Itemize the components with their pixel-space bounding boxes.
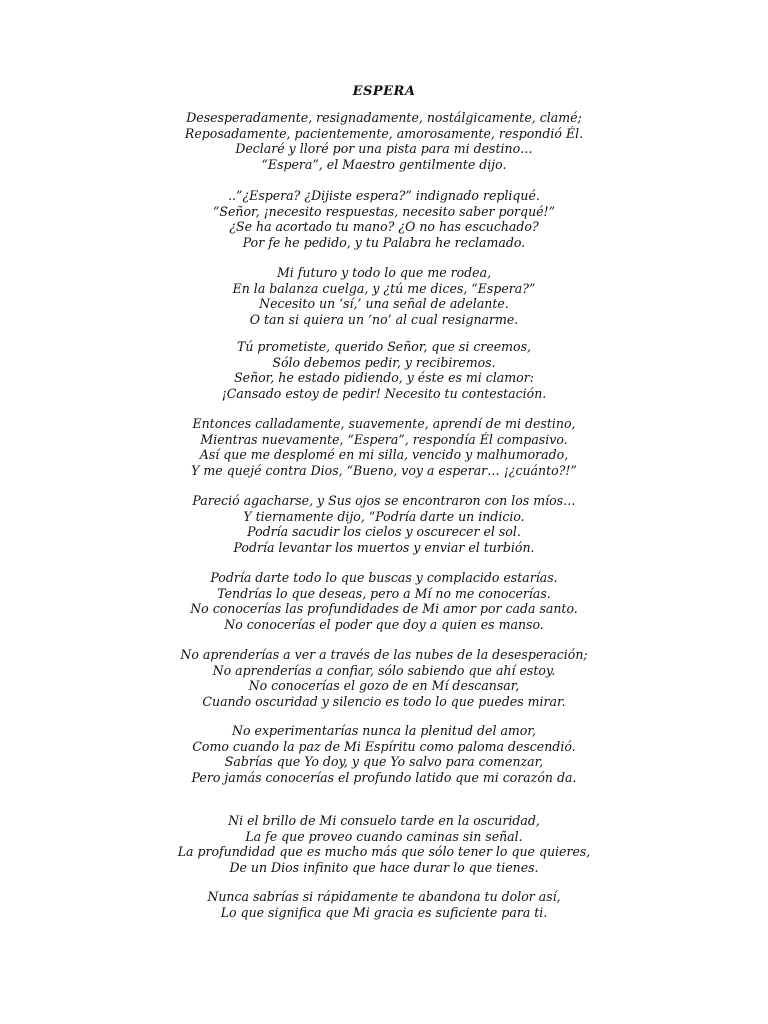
poem-line: Pareció agacharse, y Sus ojos se encontraron con los míos… [192,494,576,509]
poem-line: No aprenderías a confiar, sólo sabiendo que ahí estoy. [212,663,556,679]
stanza-7 [0,571,768,633]
poem-line: ¿Se ha acortado tu mano? ¿O no has escuchado? [229,220,539,236]
poem-line: Pero jamás conocerías el profundo latido que mi corazón da. [191,770,577,786]
poem-line: ¡Cansado estoy de pedir! Necesito tu contestación. [221,386,547,402]
poem-line: No conocerías el poder que doy a quien es manso. [224,617,544,633]
poem-line: Así que me desplomé en mi silla, vencido y malhumorado, [199,448,569,464]
poem-line: Y tiernamente dijo, “Podría darte un indicio. [243,509,525,525]
stanza-6 [0,494,768,556]
poem-line: Podría levantar los muertos y enviar el turbión. [233,540,535,556]
poem-line: “Espera”, el Maestro gentilmente dijo. [261,157,507,173]
poem-line: En la balanza cuelga, y ¿tú me dices, “Espera?” [232,281,536,297]
stanza-4 [0,340,768,402]
stanza-11 [0,890,768,921]
poem-line: Mientras nuevamente, “Espera”, respondía Él compasivo. [200,432,568,448]
poem-line: Tú prometiste, querido Señor, que si creemos, [236,340,532,355]
poem-line: Como cuando la paz de Mi Espíritu como paloma descendió. [192,739,576,755]
poem-line: Podría darte todo lo que buscas y complacido estarías. [210,571,558,586]
poem-line: Mi futuro y todo lo que me rodea, [276,266,492,281]
poem-line: No conocerías el gozo de en Mí descansar, [248,679,520,695]
poem-line: ..”¿Espera? ¿Dijiste espera?” indignado repliqué. [228,189,540,204]
poem-line: Ni el brillo de Mi consuelo tarde en la oscuridad, [228,814,540,829]
poem-line: No experimentarías nunca la plenitud del amor, [232,724,536,739]
poem-title: ESPERA [352,84,416,99]
poem-line: Por fe he pedido, y tu Palabra he reclamado. [242,235,526,251]
poem-line: Nunca sabrías si rápidamente te abandona tu dolor así, [207,890,561,905]
stanza-5 [0,417,768,479]
poem-line: O tan si quiera un ‘no’ al cual resignarme. [249,312,519,328]
stanza-2 [0,189,768,251]
poem-line: Reposadamente, pacientemente, amorosamente, respondió Él. [184,126,584,142]
poem-line: Señor, he estado pidiendo, y éste es mi clamor: [234,371,534,387]
poem-line: De un Dios infinito que hace durar lo que tienes. [229,860,539,876]
poem-line: Sólo debemos pedir, y recibiremos. [272,355,496,371]
poem-line: Sabrías que Yo doy, y que Yo salvo para comenzar, [224,755,544,771]
stanza-9 [0,724,768,786]
poem-line: Declaré y lloré por una pista para mi destino… [235,142,533,158]
poem-line: Necesito un ‘sí,’ una señal de adelante. [259,297,509,313]
poem-line: Desesperadamente, resignadamente, nostálgicamente, clamé; [186,111,582,126]
poem-line: Y me quejé contra Dios, “Bueno, voy a esperar… ¡¿cuánto?!” [191,463,577,479]
poem-line: No conocerías las profundidades de Mi amor por cada santo. [190,602,578,618]
stanza-8 [0,648,768,710]
poem-line: La profundidad que es mucho más que sólo tener lo que quieres, [177,845,591,861]
poem-line: Podría sacudir los cielos y oscurecer el sol. [247,525,521,541]
poem-line: “Señor, ¡necesito respuestas, necesito saber porqué!” [212,204,556,220]
poem-line: Entonces calladamente, suavemente, aprendí de mi destino, [192,417,576,432]
stanza-10 [0,814,768,876]
poem-line: No aprenderías a ver a través de las nubes de la desesperación; [180,648,588,663]
poem-line: Cuando oscuridad y silencio es todo lo que puedes mirar. [202,694,566,710]
stanza-3 [0,266,768,328]
stanza-1 [0,111,768,173]
poem-line: Tendrías lo que deseas, pero a Mí no me conocerías. [217,586,551,602]
poem-line: La fe que proveo cuando caminas sin señal. [245,829,523,845]
poem-line: Lo que significa que Mi gracia es suficiente para ti. [220,905,548,921]
